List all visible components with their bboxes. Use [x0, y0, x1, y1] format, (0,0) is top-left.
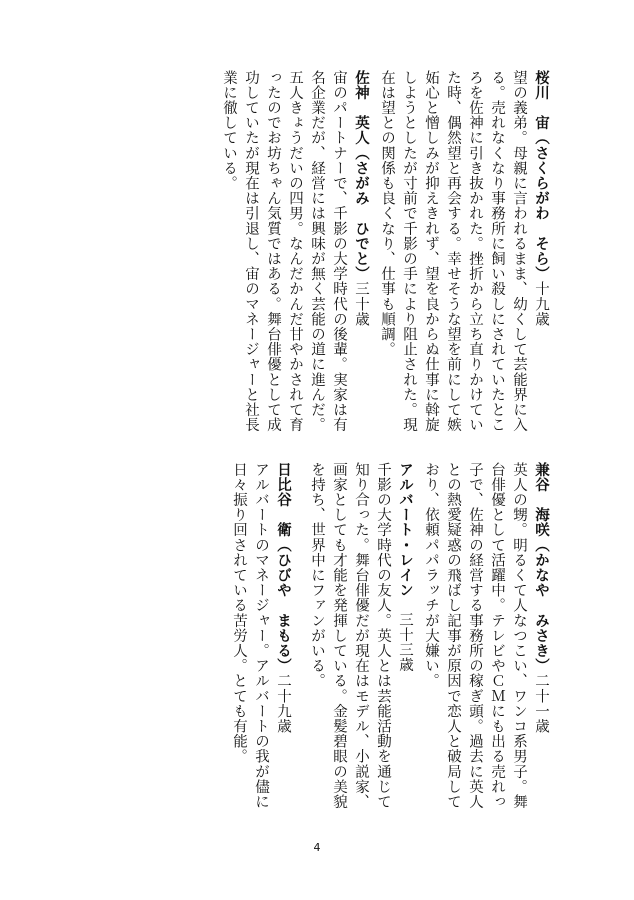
profile-name-line: [272, 462, 294, 812]
profile-name: 日比谷 衛（ひびや まもる）: [275, 462, 291, 674]
profile-age: 十九歳: [533, 281, 549, 327]
lower-column: [146, 462, 552, 812]
profile-name: 佐神 英人（さがみ ひでと）: [353, 70, 369, 282]
profile-description: 宙のパートナーで、千影の大学時代の後輩。実家は有名企業だが、経営には興味が無く芸能の道に進んだ。五人きょうだいの四男。なんだかんだ甘やかされて育ったのでお坊ちゃん気質ではある。舞台俳優として成功していたが現在は引退し、宙のマネージャーと社長業に徹している。: [221, 70, 347, 433]
profile-description: 望の義弟。母親に言われるまま、幼くして芸能界に入る。売れなくなり事務所に飼い殺しにされていたところを佐神に引き抜かれた。挫折から立ち直りかけていた時、偶然望と再会する。幸せそうな望を前にして嫉妬心と憎しみが抑えきれず、望を良からぬ仕事に斡旋しようとしたが寸前で千影の手により阻止された。現在は望との関係も良くなり、仕事も順調。: [379, 70, 527, 433]
profile-name: 兼谷 海咲（かなや みさき）: [533, 462, 549, 674]
profile-name: 桜川 宙（さくらがわ そら）: [533, 70, 549, 282]
profile-sakuragawa-sora: [376, 70, 552, 435]
profile-description: 英人の甥。明るくて人なつこい、ワンコ系男子。舞台俳優として活躍中。テレビやＣＭにも出る売れっ子で、佐神の経営する事務所の稼ぎ頭。過去に英人との熱愛疑惑の飛ばし記事が原因で恋人と破局しており、依頼パパラッチが大嫌い。: [423, 462, 527, 810]
profile-age: 二十九歳: [275, 673, 291, 734]
profile-name-line: [350, 70, 372, 435]
profile-description: アルバートのマネージャー。アルバートの我が儘に日々振り回されている苦労人。とても有能。: [231, 462, 269, 810]
profile-name: アルバート・レイン: [397, 462, 413, 598]
profile-age: 三十三歳: [397, 611, 413, 673]
profile-albert-rain: [306, 462, 416, 812]
profile-age: 三十歳: [353, 281, 369, 327]
profile-name-line: [530, 462, 552, 812]
profile-hibiya-mamoru: [228, 462, 294, 812]
profile-sagami-hideto: [218, 70, 372, 435]
profile-kanaya-misaki: [420, 462, 552, 812]
upper-column: [162, 70, 552, 435]
profile-name-line: [394, 462, 416, 812]
profile-age: 二十一歳: [533, 673, 549, 734]
profile-name-line: [530, 70, 552, 435]
profile-description: 千影の大学時代の友人。英人とは芸能活動を通じて知り合った。舞台俳優だが現在はモデル、小説家、画家としても才能を発揮している。金髪碧眼の美貌を持ち、世界中にファンがいる。: [309, 462, 391, 810]
page-number: 4: [313, 841, 321, 854]
